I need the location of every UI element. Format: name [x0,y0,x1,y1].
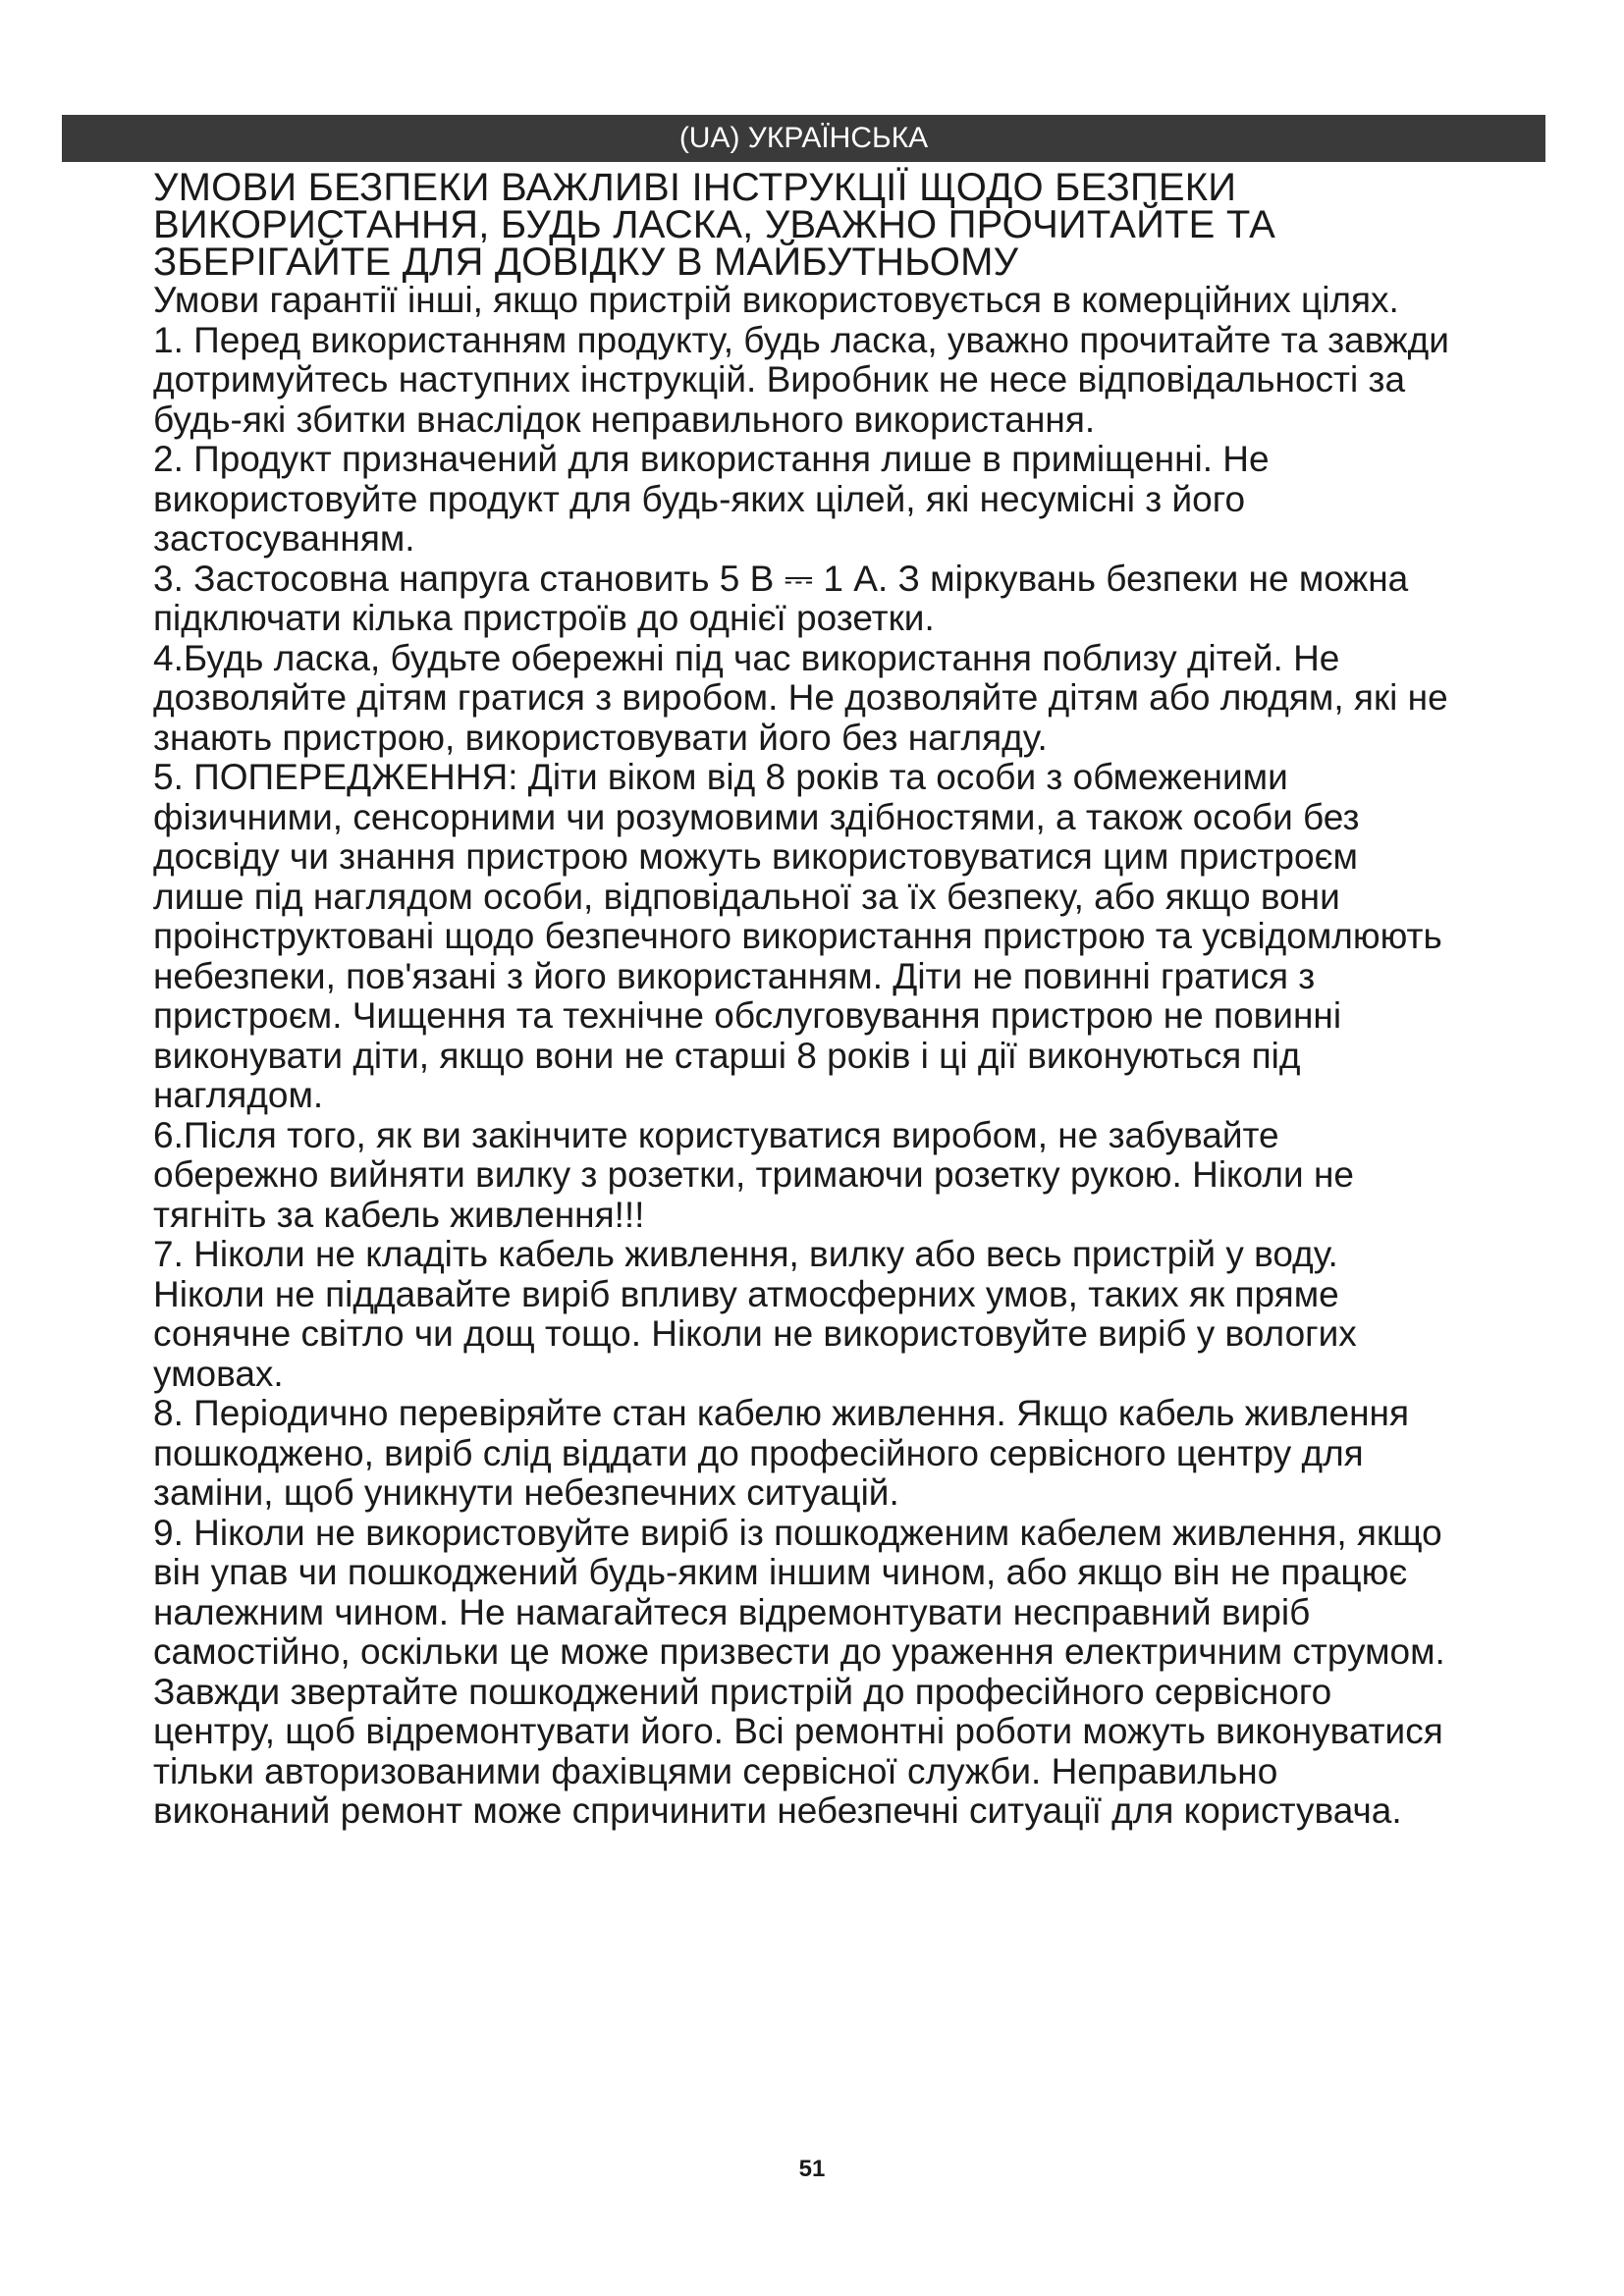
instruction-item-1: 1. Перед використанням продукту, будь ласка, уважно прочитайте та завжди дотримуйтесь наступних інструкцій. Виробник не несе відповідальності за будь-які збитки внаслідок неправильного використання. [153,319,1449,440]
language-header-bar: (UA) УКРАЇНСЬКА [62,115,1545,162]
instruction-item-7: 7. Ніколи не кладіть кабель живлення, вилку або весь пристрій у воду. Ніколи не піддавайте виріб впливу атмосферних умов, таких як пряме сонячне світло чи дощ тощо. Ніколи не використовуйте виріб у вологих умовах. [153,1234,1357,1394]
instruction-item-6: 6.Після того, як ви закінчите користуватися виробом, не забувайте обережно вийняти вилку з розетки, тримаючи розетку рукою. Ніколи не тягніть за кабель живлення!!! [153,1114,1354,1235]
page-number: 51 [798,2156,826,2182]
instruction-item-5: 5. ПОПЕРЕДЖЕННЯ: Діти віком від 8 років та особи з обмеженими фізичними, сенсорними чи розумовими здібностями, а також особи без досвіду чи знання пристрою можуть використовуватися цим пристроєм лише під наглядом особи, відповідальної за їх безпеку, або якщо вони проінструктовані щодо безпечного використання пристрою та усвідомлюють небезпеки, пов'язані з його використанням. Діти не повинні гратися з пристроєм. Чищення та технічне обслуговування пристрою не повинні виконувати діти, якщо вони не старші 8 років і ці дії виконуються під наглядом. [153,757,1442,1115]
instruction-item-3: 3. Застосовна напруга становить 5 В ⎓ 1 А. З міркувань безпеки не можна підключати кілька пристроїв до однієї розетки. [153,558,1409,638]
document-body [153,166,1449,1832]
warranty-note: Умови гарантії інші, якщо пристрій використовується в комерційних цілях. [153,280,1399,320]
instruction-item-2: 2. Продукт призначений для використання лише в приміщенні. Не використовуйте продукт для будь-яких цілей, які несумісні з його застосуванням. [153,439,1270,559]
instruction-item-9: 9. Ніколи не використовуйте виріб із пошкодженим кабелем живлення, якщо він упав чи пошкоджений будь-яким іншим чином, або якщо він не працює належним чином. Не намагайтеся відремонтувати несправний виріб самостійно, оскільки це може призвести до ураження електричним струмом. Завжди звертайте пошкоджений пристрій до професійного сервісного центру, щоб відремонтувати його. Всі ремонтні роботи можуть виконуватися тільки авторизованими фахівцями сервісної служби. Неправильно виконаний ремонт може спричинити небезпечні ситуації для користувача. [153,1512,1445,1831]
instruction-item-8: 8. Періодично перевіряйте стан кабелю живлення. Якщо кабель живлення пошкоджено, виріб слід віддати до професійного сервісного центру для заміни, щоб уникнути небезпечних ситуацій. [153,1393,1410,1513]
instruction-item-4: 4.Будь ласка, будьте обережні під час використання поблизу дітей. Не дозволяйте дітям гратися з виробом. Не дозволяйте дітям або людям, які не знають пристрою, використовувати його без нагляду. [153,637,1448,758]
safety-heading: УМОВИ БЕЗПЕКИ ВАЖЛИВІ ІНСТРУКЦІЇ ЩОДО БЕЗПЕКИ ВИКОРИСТАННЯ, БУДЬ ЛАСКА, УВАЖНО ПРОЧИТАЙТЕ ТА ЗБЕРІГАЙТЕ ДЛЯ ДОВІДКУ В МАЙБУТНЬОМУ [153,166,1276,284]
